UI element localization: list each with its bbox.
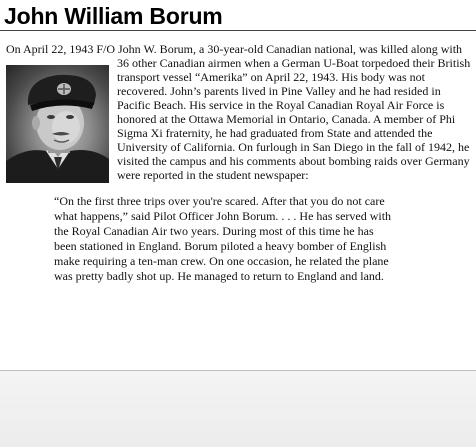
scan-margin	[0, 371, 476, 447]
quote-line-4: been stationed in England. Borum piloted a heavy bomber of English	[54, 239, 387, 253]
para1-line-8: University of California. On furlough in San Diego in the fall of 1942, he	[117, 140, 470, 154]
para1-line-9: visited the campus and his comments about bombing raids over Germany	[117, 154, 470, 168]
portrait-photo	[6, 65, 109, 183]
quote-line-3: the Royal Canadian Air two years. During most of this time he has	[54, 224, 374, 238]
quote-line-2: what happens,” said Pilot Officer John Borum. . . . He has served with	[54, 209, 392, 223]
para1-line-5: Pacific Beach. His service in the Royal Canadian Royal Air Force is	[117, 98, 445, 112]
quote-line-6: was pretty badly shot up. He managed to return to England and land.	[54, 269, 384, 283]
page-title: John William Borum	[4, 3, 223, 29]
para1-line-6: honored at the Ottawa Memorial in Ontario, Canada. A member of Phi	[117, 112, 456, 126]
para1-line-10: were reported in the student newspaper:	[117, 168, 309, 182]
quote-line-1: “On the first three trips over you're scared. After that you do not care	[54, 194, 385, 208]
title-rule	[0, 30, 476, 31]
quote-line-5: make requiring a ten-man crew. On one occasion, he related the plane	[54, 254, 389, 268]
para1-line-2: 36 other Canadian airmen when a German U-Boat torpedoed their British	[117, 56, 471, 70]
portrait-image	[6, 65, 109, 183]
para1-line-4: recovered. John’s parents lived in Pine Valley and he had resided in	[117, 84, 441, 98]
para1-line-7: Sigma Xi fraternity, he had graduated from State and attended the	[117, 126, 433, 140]
para1-line-3: transport vessel “Amerika” on April 22, 1943. His body was not	[117, 70, 425, 84]
para1-line-1: On April 22, 1943 F/O John W. Borum, a 30-year-old Canadian national, was killed along with	[6, 42, 463, 56]
